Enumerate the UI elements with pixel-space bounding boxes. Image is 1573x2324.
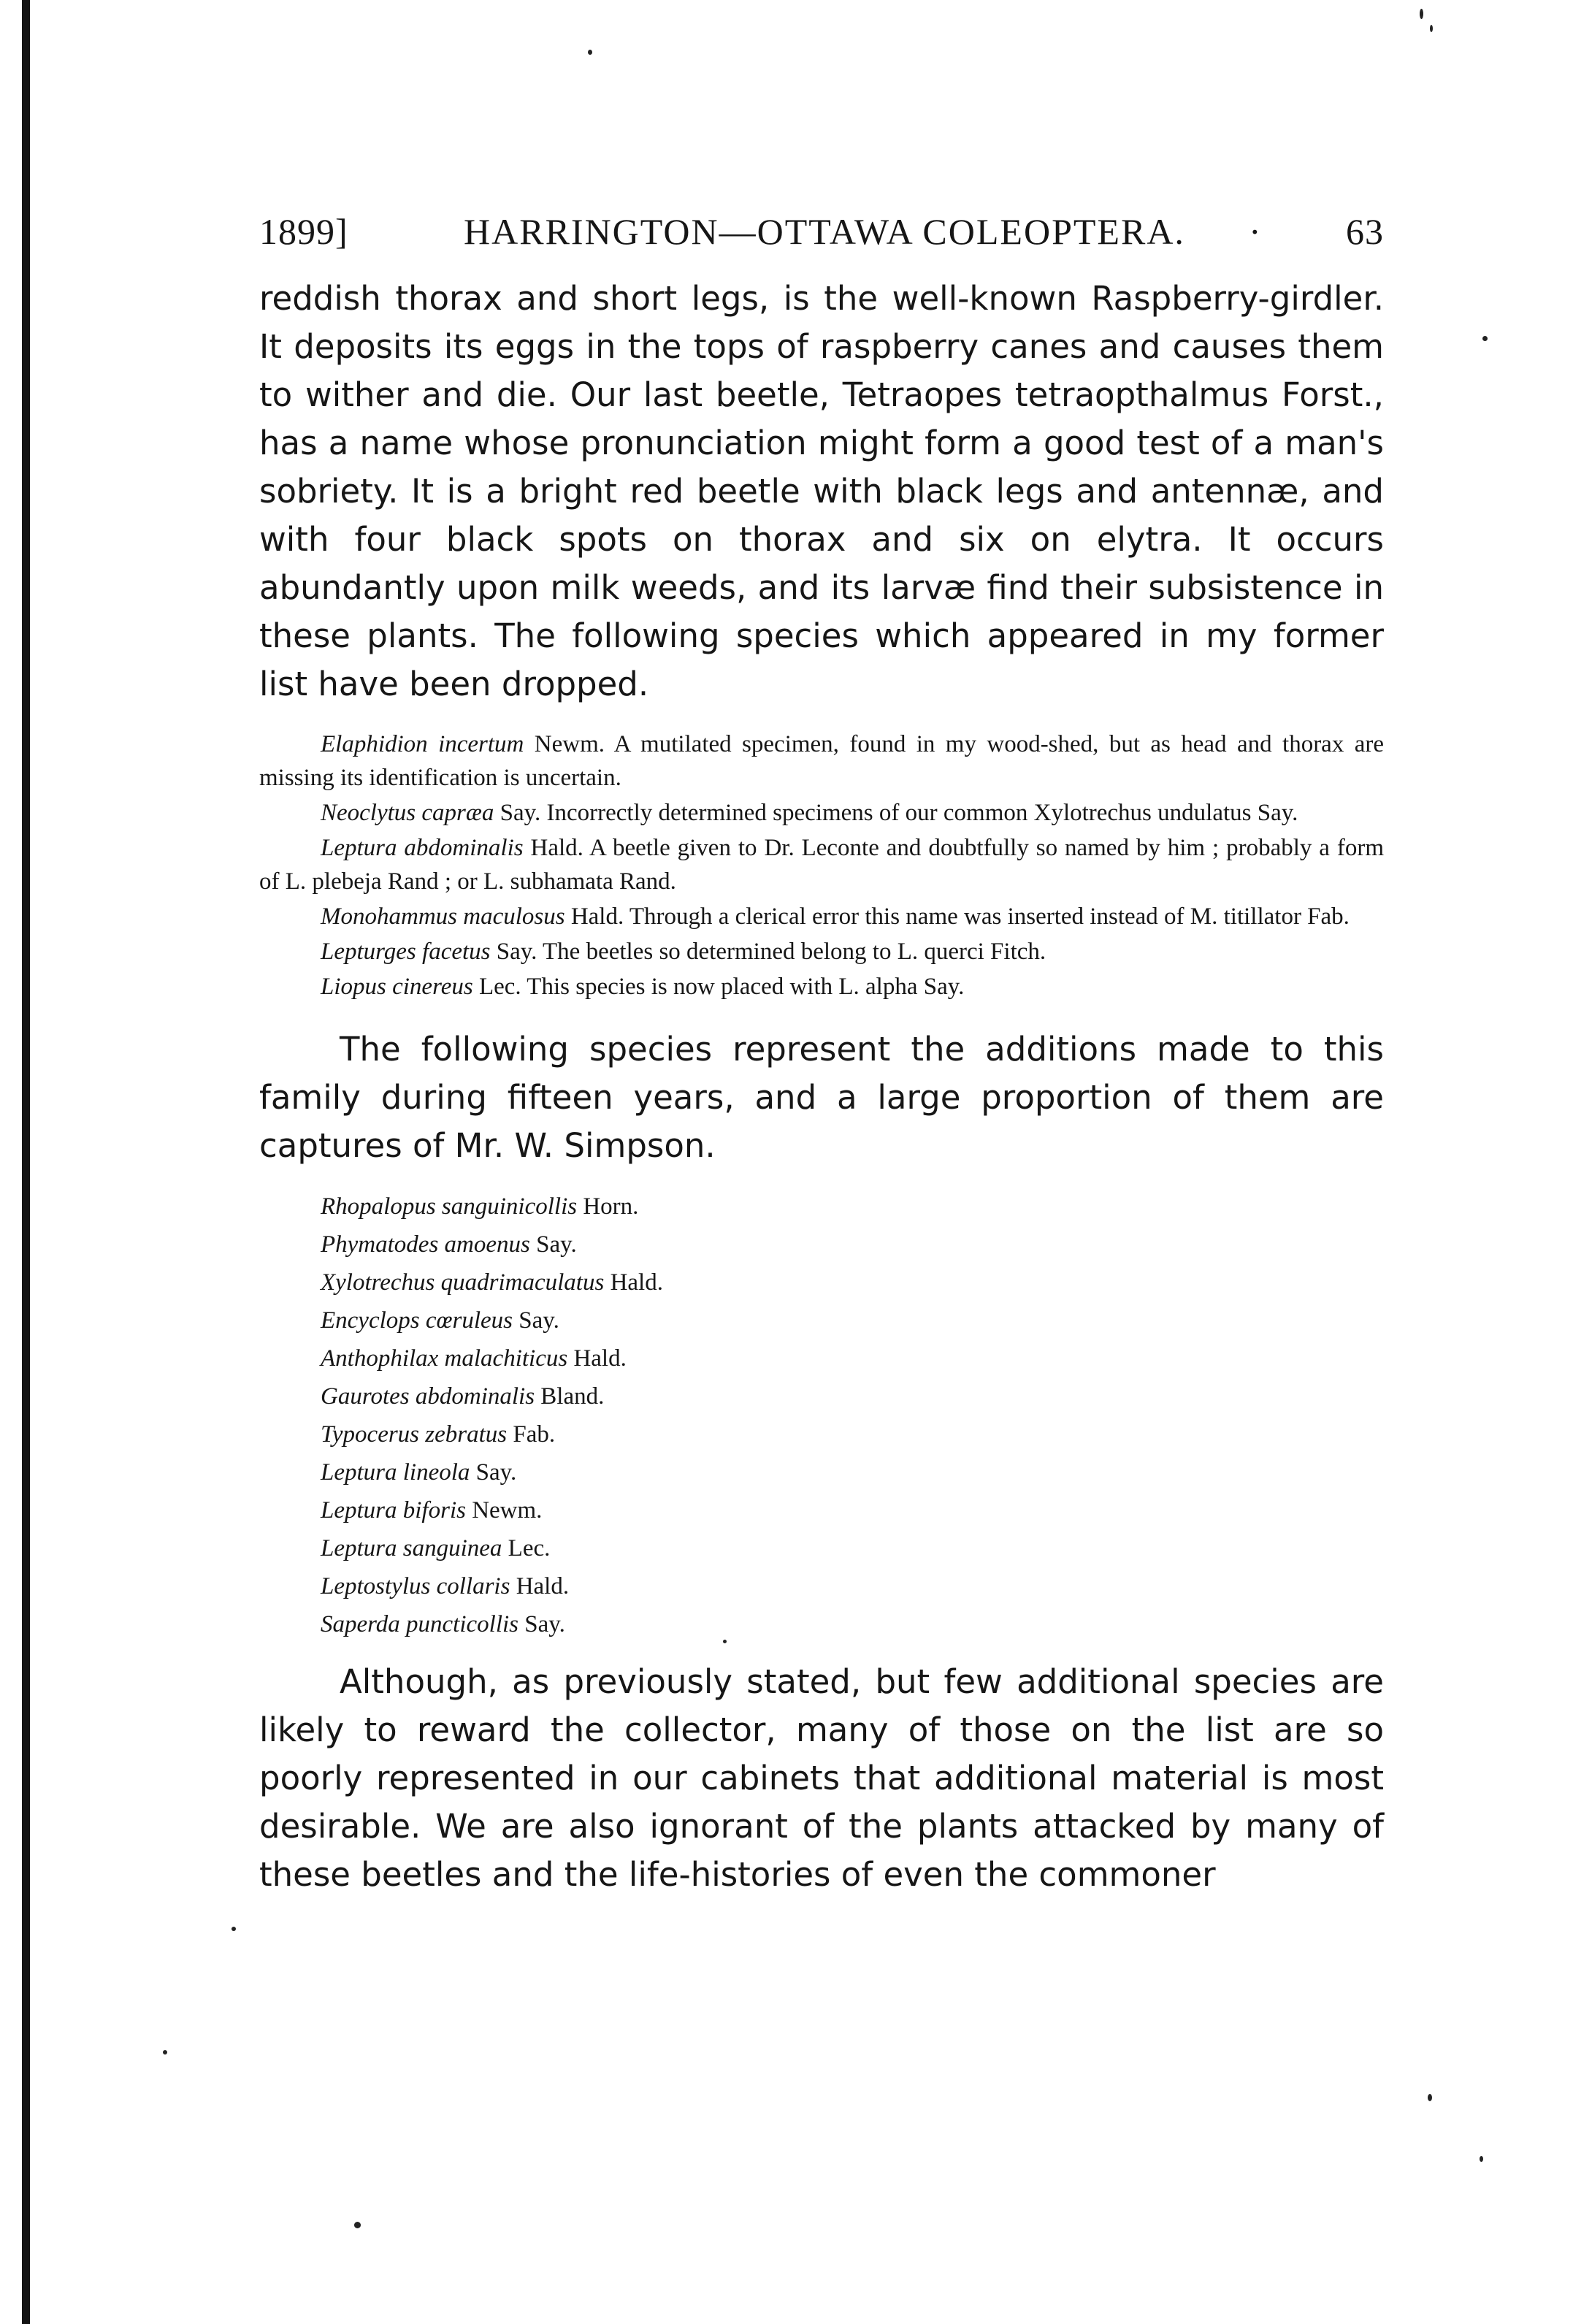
dropped-species-entry <box>259 935 1384 968</box>
species-author: Lec. <box>508 1535 551 1562</box>
species-author: Say. <box>496 939 537 965</box>
species-name: Saperda puncticollis <box>321 1611 518 1637</box>
species-author: Bland. <box>540 1383 605 1410</box>
book-page <box>259 205 1384 1899</box>
species-name: Encyclops cœruleus <box>321 1307 513 1334</box>
species-name: Rhopalopus sanguinicollis <box>321 1193 578 1220</box>
species-name: Gaurotes abdominalis <box>321 1383 535 1410</box>
additions-paragraph: The following species represent the additions made to this family during fifteen years, and a large proportion of them are captures of Mr. W. Simpson. <box>259 1030 1384 1165</box>
dropped-species-list <box>259 727 1384 1004</box>
species-author: Say. <box>475 1459 517 1486</box>
scan-speck <box>1420 9 1423 19</box>
species-name: Xylotrechus quadrimaculatus <box>321 1269 605 1296</box>
scan-edge-bar <box>22 0 30 2324</box>
species-name: Leptostylus collaris <box>321 1573 510 1599</box>
closing-paragraph: Although, as previously stated, but few additional species are likely to reward the collector, many of those on the list are so poorly represented in our cabinets that additional material is most desirable. We are also ignorant of the plants attacked by many of these beetles and the life-histories of even the commoner <box>259 1662 1384 1894</box>
running-head-year: 1899] <box>259 211 348 252</box>
species-author: Say. <box>524 1611 565 1637</box>
species-name: Leptura abdominalis <box>321 835 524 861</box>
species-author: Hald. <box>570 903 624 930</box>
list-item <box>321 1377 1384 1415</box>
species-author: Lec. <box>478 974 521 1000</box>
scan-speck <box>1428 2094 1432 2101</box>
dropped-species-entry <box>259 970 1384 1004</box>
species-name: Leptura sanguinea <box>321 1535 502 1562</box>
list-item <box>321 1605 1384 1643</box>
scan-speck <box>231 1927 236 1931</box>
species-note: A mutilated specimen, found in my wood-shed, but as head and thorax are missing its identification is uncertain. <box>259 731 1385 791</box>
scan-speck <box>354 2222 361 2228</box>
species-author: Newm. <box>534 731 605 757</box>
list-item <box>321 1415 1384 1453</box>
list-item <box>321 1301 1384 1339</box>
list-item <box>321 1491 1384 1529</box>
species-name: Monohammus maculosus <box>321 903 565 930</box>
species-author: Say. <box>518 1307 559 1334</box>
species-name: Phymatodes amoenus <box>321 1231 530 1258</box>
species-name: Neoclytus capræa <box>321 800 494 826</box>
list-item <box>321 1529 1384 1567</box>
list-item <box>321 1188 1384 1226</box>
species-note: A beetle given to Dr. Leconte and doubtfully so named by him ; probably a form of L. plebeja Rand ; or L. subhamata Rand. <box>259 835 1385 895</box>
species-name: Lepturges facetus <box>321 939 491 965</box>
species-note: The beetles so determined belong to L. querci Fitch. <box>543 939 1046 965</box>
species-note: Through a clerical error this name was inserted instead of M. titillator Fab. <box>629 903 1350 930</box>
species-name: Leptura biforis <box>321 1497 466 1524</box>
list-item <box>321 1339 1384 1377</box>
species-author: Hald. <box>610 1269 663 1296</box>
list-item <box>321 1264 1384 1301</box>
species-name: Typocerus zebratus <box>321 1421 508 1448</box>
species-note: This species is now placed with L. alpha Say. <box>527 974 965 1000</box>
dropped-species-entry <box>259 727 1384 795</box>
species-name: Liopus cinereus <box>321 974 473 1000</box>
list-item <box>321 1226 1384 1264</box>
species-note: Incorrectly determined specimens of our common Xylotrechus undulatus Say. <box>546 800 1298 826</box>
running-head-title: HARRINGTON—OTTAWA COLEOPTERA. <box>464 211 1185 252</box>
species-author: Hald. <box>573 1345 627 1372</box>
scan-speck <box>1480 2156 1483 2162</box>
dropped-species-entry <box>259 831 1384 898</box>
species-author: Say. <box>500 800 541 826</box>
species-name: Anthophilax malachiticus <box>321 1345 568 1372</box>
species-author: Hald. <box>530 835 583 861</box>
running-head <box>259 205 1384 263</box>
dropped-species-entry <box>259 900 1384 933</box>
scan-speck <box>588 50 592 55</box>
dropped-species-entry <box>259 796 1384 830</box>
species-author: Say. <box>536 1231 577 1258</box>
scan-speck <box>1482 336 1488 341</box>
running-head-dot: · <box>1249 211 1262 252</box>
species-name: Leptura lineola <box>321 1459 470 1486</box>
species-author: Fab. <box>513 1421 556 1448</box>
species-author: Hald. <box>516 1573 570 1599</box>
species-name: Elaphidion incertum <box>321 731 524 757</box>
added-species-list <box>321 1188 1384 1643</box>
page-number: 63 <box>1346 211 1384 252</box>
scan-speck <box>1430 25 1433 32</box>
scan-speck <box>163 2050 167 2054</box>
list-item <box>321 1453 1384 1491</box>
intro-paragraph: reddish thorax and short legs, is the well-known Raspberry-girdler. It deposits its eggs in the tops of raspberry canes and causes them to wither and die. Our last beetle, Tetraopes tetraopthalmus Forst., has a name whose pronunciation might form a good test of a man's sobriety. It is a bright red beetle with black legs and antennæ, and with four black spots on thorax and six on elytra. It occurs abundantly upon milk weeds, and its larvæ find their subsistence in these plants. The following species which appeared in my former list have been dropped. <box>259 279 1384 703</box>
list-item <box>321 1567 1384 1605</box>
species-author: Newm. <box>472 1497 543 1524</box>
species-author: Horn. <box>583 1193 639 1220</box>
